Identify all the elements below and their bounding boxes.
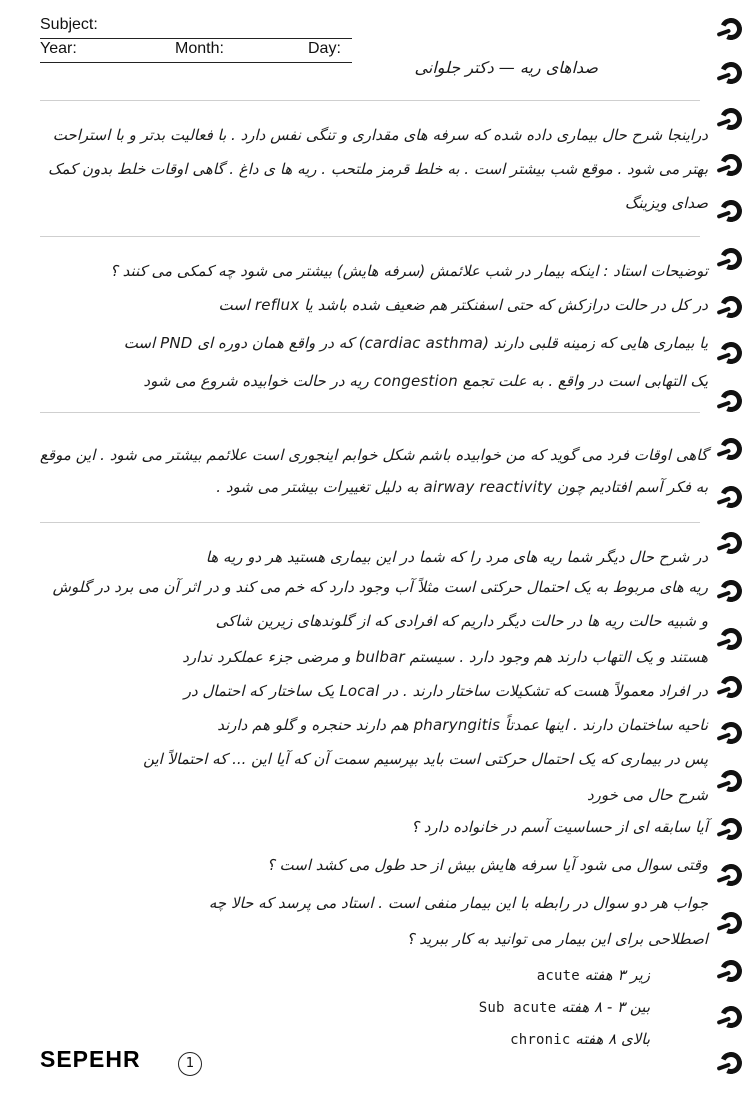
ring-icon [717,957,745,985]
note-line: یک التهابی است در واقع . به علت تجمع congestion ریه در حالت خوابیده شروع می شود [143,372,708,390]
ruled-line [40,100,700,101]
note-line: شرح حال می خورد [586,786,708,804]
day-label: Day: [308,40,341,57]
ruled-line [40,236,700,237]
duration-acute [470,966,650,984]
ring-icon [717,387,745,415]
note-line: به فکر آسم افتادیم چون airway reactivity به دلیل تغییرات بیشتر می شود . [216,478,708,496]
ring-icon [717,719,745,747]
note-line: یا بیماری هایی که زمینه قلبی دارند (cardiac asthma) که در واقع همان دوره ای PND است [123,334,708,352]
duration-acute-term: acute [536,968,580,984]
note-line: توضیحات استاد : اینکه بیمار در شب علائمش (سرفه هایش) بیشتر می شود چه کمکی می کنند ؟ [109,262,708,280]
duration-chronic-text: بالای ۸ هفته [575,1030,650,1048]
brand-logo: SEPEHR [40,1046,141,1072]
note-line: بهتر می شود . موقع شب بیشتر است . به خلط قرمز ملتحب . ریه ها ی داغ . گاهی اوقات خلط بدون کمک [47,160,708,178]
ring-icon [717,529,745,557]
ring-icon [717,59,745,87]
duration-subacute [400,998,650,1016]
ring-icon [717,197,745,225]
note-line: گاهی اوقات فرد می گوید که من خوابیده باشم شکل خوابم اینجوری است علائمم بیشتر می شود . این موقع [39,446,708,464]
ring-icon [717,105,745,133]
ring-icon [717,767,745,795]
note-line: پس در بیماری که یک احتمال حرکتی است باید بپرسیم سمت آن که آیا این ... که احتمالاً این [143,750,708,768]
note-line: در افراد معمولاً هست که تشکیلات ساختار دارند . در Local یک ساختار که احتمال در [183,682,708,700]
duration-subacute-term: Sub acute [478,1000,557,1016]
note-line: در شرح حال دیگر شما ریه های مرد را که شما در این بیماری هستید هر دو ریه ها [205,548,708,566]
subject-underline [40,38,352,39]
year-label: Year: [40,40,77,57]
ring-icon [717,151,745,179]
note-line: آیا سابقه ای از حساسیت آسم در خانواده دارد ؟ [411,818,708,836]
note-line: در کل در حالت درازکش که حتی اسفنکتر هم ضعیف شده باشد یا reflux است [218,296,708,314]
ring-icon [717,1003,745,1031]
note-line: صدای ویزینگ [624,194,708,212]
note-line: و شبیه حالت ریه ها در حالت دیگر داریم که افرادی که از گلوندهای زیرین شاکی [215,612,708,630]
ring-icon [717,815,745,843]
duration-acute-text: زیر ۳ هفته [584,966,650,984]
note-line: ناحیه ساختمان دارند . اینها عمدتاً pharyngitis هم دارند حنجره و گلو هم دارند [217,716,708,734]
note-line: ریه های مربوط به یک احتمال حرکتی است مثلاً آب وجود دارد که خم می کند و در اثر آن می برد در گلوش [52,578,708,596]
note-line: دراینجا شرح حال بیماری داده شده که سرفه های مقداری و تنگی نفس دارد . با فعالیت بدتر و با استراحت [52,126,708,144]
spiral-binding [708,0,748,1103]
ring-icon [717,293,745,321]
page-title: صداهای ریه — دکتر جلوانی [414,58,598,77]
note-line: جواب هر دو سوال در رابطه با این بیمار منفی است . استاد می پرسد که حالا چه [208,894,708,912]
note-line: هستند و یک التهاب دارند هم وجود دارد . سیستم bulbar و مرضی جزء عملکرد ندارد [182,648,708,666]
month-label: Month: [175,40,224,57]
ring-icon [717,483,745,511]
ring-icon [717,339,745,367]
duration-subacute-text: بین ۳ - ۸ هفته [561,998,650,1016]
ruled-line [40,412,700,413]
note-line: اصطلاحی برای این بیمار می توانید به کار ببرید ؟ [406,930,708,948]
page-number: 1 [178,1052,202,1076]
note-line: وقتی سوال می شود آیا سرفه هایش بیش از حد طول می کشد است ؟ [266,856,708,874]
ring-icon [717,245,745,273]
ring-icon [717,625,745,653]
ring-icon [717,1049,745,1077]
ring-icon [717,577,745,605]
ring-icon [717,673,745,701]
subject-label: Subject: [40,16,98,33]
duration-chronic-term: chronic [510,1032,571,1048]
ring-icon [717,861,745,889]
ring-icon [717,15,745,43]
date-underline [40,62,352,63]
ruled-line [40,522,700,523]
duration-chronic [450,1030,650,1048]
ring-icon [717,435,745,463]
ring-icon [717,909,745,937]
